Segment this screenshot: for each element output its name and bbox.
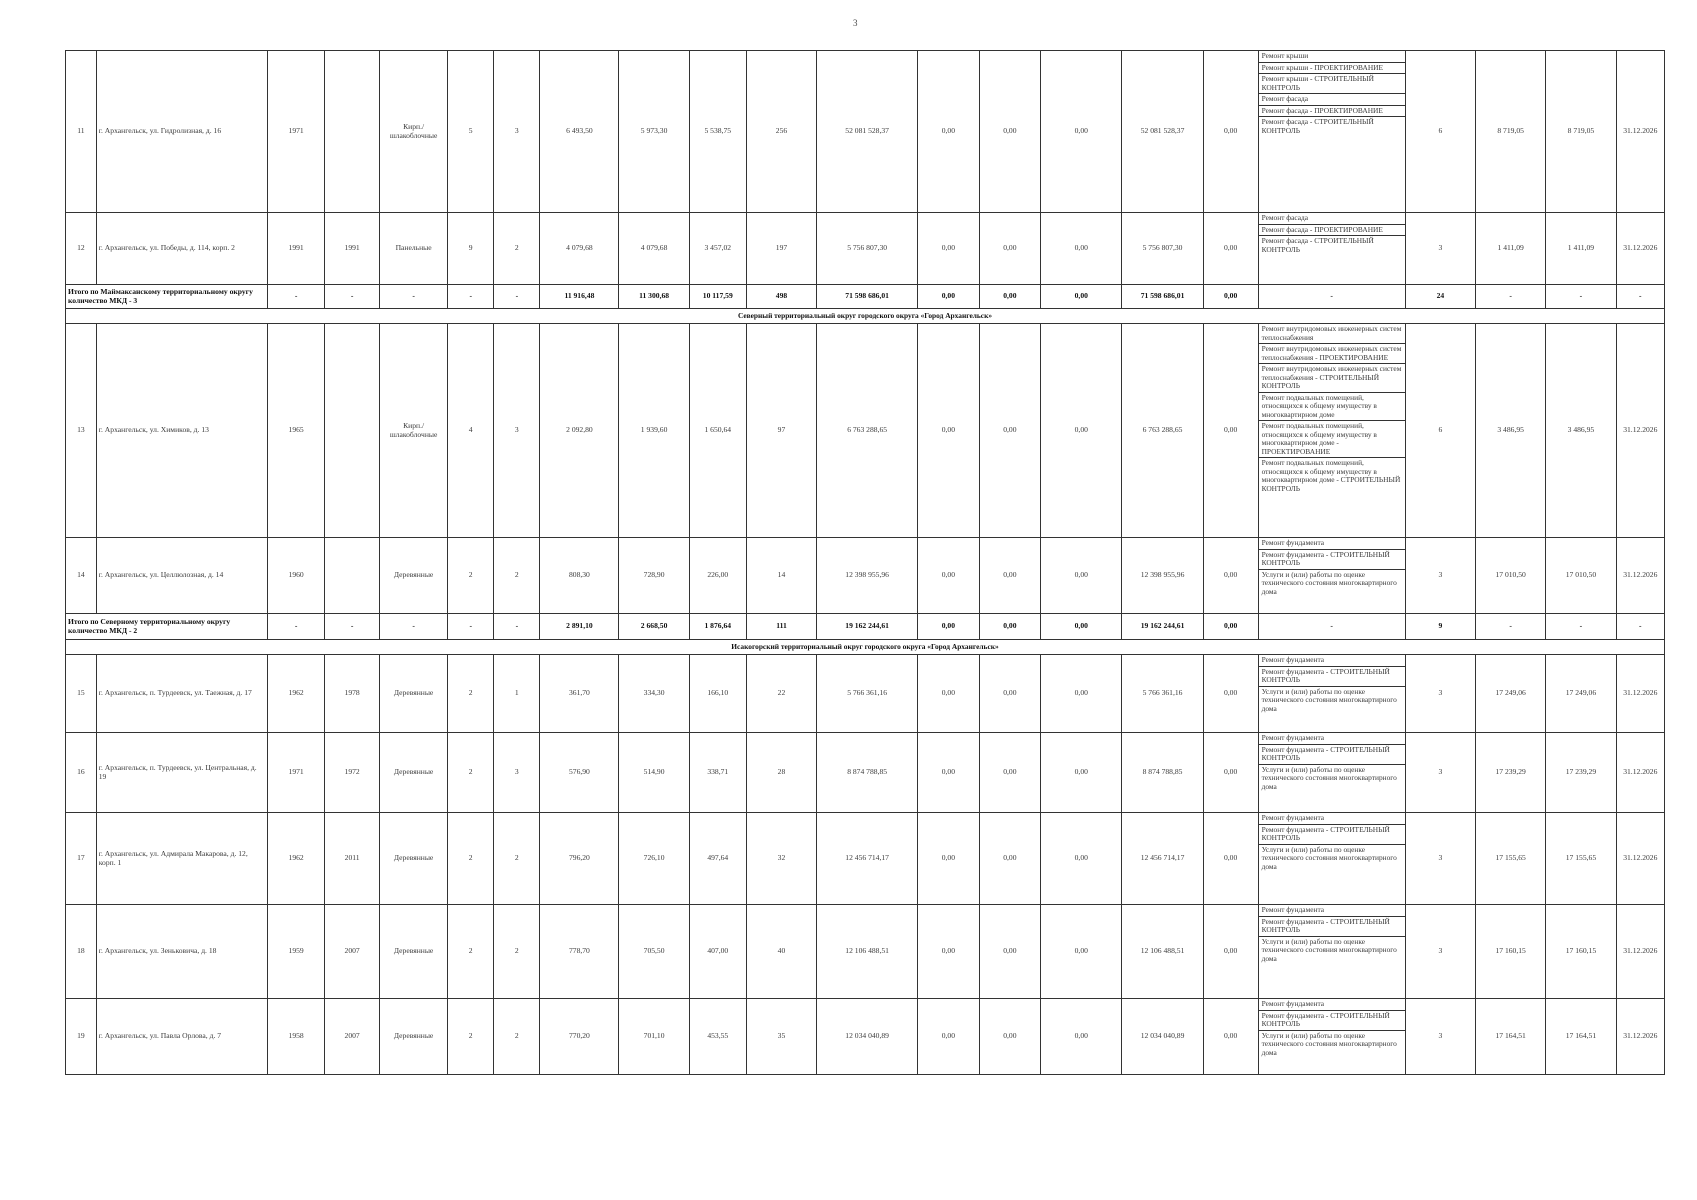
cost-cell: 12 034 040,89 <box>817 999 918 1075</box>
dash-cell: - <box>325 285 380 309</box>
unit-limit-cell: 1 411,09 <box>1546 213 1616 285</box>
works-cell <box>1258 655 1405 733</box>
row-number: 16 <box>66 733 97 813</box>
funding-cell: 0,00 <box>918 905 980 999</box>
funding-cell: 0,00 <box>1203 999 1258 1075</box>
funding-cell: 0,00 <box>918 999 980 1075</box>
section-header-row <box>66 640 1665 655</box>
year-renovation-cell: 1978 <box>325 655 380 733</box>
work-item: Ремонт подвальных помещений, относящихся к общему имуществу в многоквартирном доме - ПРОЕКТИРОВАНИЕ <box>1259 421 1405 458</box>
dash-cell: - <box>1476 614 1546 640</box>
table-row <box>66 655 1665 733</box>
work-item: Ремонт фундамента - СТРОИТЕЛЬНЫЙ КОНТРОЛЬ <box>1259 825 1405 845</box>
unit-limit-cell: 17 239,29 <box>1546 733 1616 813</box>
deadline-cell: 31.12.2026 <box>1616 213 1664 285</box>
total-area-cell: 796,20 <box>540 813 619 905</box>
wall-material-cell: Кирп./ шлакоблочные <box>380 51 448 213</box>
row-number: 18 <box>66 905 97 999</box>
entrances-cell: 1 <box>494 655 540 733</box>
total-area-cell: 2 092,80 <box>540 324 619 538</box>
rooms-area-cell: 705,50 <box>619 905 689 999</box>
dash-cell: - <box>1258 285 1405 309</box>
rooms-area-cell: 11 300,68 <box>619 285 689 309</box>
total-area-cell: 576,90 <box>540 733 619 813</box>
wall-material-cell: Деревянные <box>380 813 448 905</box>
year-built-cell: 1958 <box>268 999 325 1075</box>
address-cell: г. Архангельск, ул. Зеньковича, д. 18 <box>96 905 267 999</box>
cost-cell: 12 106 488,51 <box>817 905 918 999</box>
work-item: Ремонт фундамента <box>1259 733 1405 745</box>
year-built-cell: 1965 <box>268 324 325 538</box>
funding-cell: 19 162 244,61 <box>1122 614 1203 640</box>
living-area-cell: 226,00 <box>689 538 746 614</box>
unit-limit-cell: 17 155,65 <box>1546 813 1616 905</box>
year-renovation-cell: 2007 <box>325 905 380 999</box>
total-row <box>66 285 1665 309</box>
work-item: Ремонт подвальных помещений, относящихся к общему имуществу в многоквартирном доме - СТРОИТЕЛЬНЫЙ КОНТРОЛЬ <box>1261 458 1401 493</box>
year-built-cell: 1959 <box>268 905 325 999</box>
works-count-cell: 3 <box>1405 813 1475 905</box>
wall-material-cell: Деревянные <box>380 538 448 614</box>
residents-cell: 256 <box>746 51 816 213</box>
entrances-cell: 3 <box>494 324 540 538</box>
works-cell <box>1258 51 1405 213</box>
unit-cost-cell: 1 411,09 <box>1476 213 1546 285</box>
rooms-area-cell: 726,10 <box>619 813 689 905</box>
unit-limit-cell: 17 010,50 <box>1546 538 1616 614</box>
funding-cell: 0,00 <box>1041 213 1122 285</box>
rooms-area-cell: 1 939,60 <box>619 324 689 538</box>
work-item: Ремонт внутридомовых инженерных систем теплоснабжения - ПРОЕКТИРОВАНИЕ <box>1259 344 1405 364</box>
funding-cell: 0,00 <box>1203 324 1258 538</box>
funding-cell: 0,00 <box>1203 614 1258 640</box>
year-built-cell: 1960 <box>268 538 325 614</box>
dash-cell: - <box>1546 285 1616 309</box>
wall-material-cell: Кирп./ шлакоблочные <box>380 324 448 538</box>
cost-cell: 8 874 788,85 <box>817 733 918 813</box>
works-cell <box>1258 324 1405 538</box>
address-cell: г. Архангельск, ул. Победы, д. 114, корп. 2 <box>96 213 267 285</box>
year-built-cell: 1962 <box>268 655 325 733</box>
unit-limit-cell: 17 249,06 <box>1546 655 1616 733</box>
residents-cell: 14 <box>746 538 816 614</box>
funding-cell: 0,00 <box>979 285 1041 309</box>
unit-cost-cell: 3 486,95 <box>1476 324 1546 538</box>
works-cell <box>1258 999 1405 1075</box>
unit-cost-cell: 17 164,51 <box>1476 999 1546 1075</box>
floors-cell: 2 <box>448 655 494 733</box>
unit-limit-cell: 17 164,51 <box>1546 999 1616 1075</box>
living-area-cell: 5 538,75 <box>689 51 746 213</box>
funding-cell: 0,00 <box>1041 905 1122 999</box>
works-cell <box>1258 813 1405 905</box>
deadline-cell: 31.12.2026 <box>1616 905 1664 999</box>
funding-cell: 71 598 686,01 <box>1122 285 1203 309</box>
works-count-cell: 3 <box>1405 213 1475 285</box>
funding-cell: 0,00 <box>1203 905 1258 999</box>
address-cell: г. Архангельск, п. Турдеевск, ул. Таежная, д. 17 <box>96 655 267 733</box>
work-item: Ремонт фасада <box>1259 94 1405 106</box>
rooms-area-cell: 5 973,30 <box>619 51 689 213</box>
year-renovation-cell: 1972 <box>325 733 380 813</box>
funding-cell: 0,00 <box>1041 813 1122 905</box>
funding-cell: 0,00 <box>918 324 980 538</box>
living-area-cell: 10 117,59 <box>689 285 746 309</box>
work-item: Услуги и (или) работы по оценке технического состояния многоквартирного дома <box>1261 764 1397 791</box>
year-renovation-cell: 2007 <box>325 999 380 1075</box>
table-row <box>66 51 1665 213</box>
table-row <box>66 538 1665 614</box>
works-count-cell: 3 <box>1405 733 1475 813</box>
address-cell: г. Архангельск, ул. Гидролизная, д. 16 <box>96 51 267 213</box>
total-area-cell: 770,20 <box>540 999 619 1075</box>
funding-cell: 0,00 <box>1041 614 1122 640</box>
residents-cell: 97 <box>746 324 816 538</box>
works-cell <box>1258 905 1405 999</box>
funding-cell: 12 398 955,96 <box>1122 538 1203 614</box>
work-item: Ремонт фундамента <box>1259 999 1405 1011</box>
dash-cell: - <box>1546 614 1616 640</box>
address-cell: г. Архангельск, п. Турдеевск, ул. Центральная, д. 19 <box>96 733 267 813</box>
work-item: Ремонт подвальных помещений, относящихся к общему имуществу в многоквартирном доме <box>1259 393 1405 422</box>
works-count-cell: 24 <box>1405 285 1475 309</box>
unit-cost-cell: 8 719,05 <box>1476 51 1546 213</box>
funding-cell: 5 756 807,30 <box>1122 213 1203 285</box>
funding-cell: 0,00 <box>918 733 980 813</box>
total-label: Итого по Северному территориальному округу количество МКД - 2 <box>66 614 268 640</box>
year-renovation-cell <box>325 324 380 538</box>
residents-cell: 32 <box>746 813 816 905</box>
work-item: Услуги и (или) работы по оценке технического состояния многоквартирного дома <box>1261 1030 1397 1057</box>
dash-cell: - <box>380 614 448 640</box>
floors-cell: 2 <box>448 733 494 813</box>
funding-cell: 0,00 <box>979 51 1041 213</box>
funding-cell: 0,00 <box>918 614 980 640</box>
funding-cell: 0,00 <box>1203 813 1258 905</box>
year-built-cell: 1971 <box>268 733 325 813</box>
funding-cell: 0,00 <box>1041 51 1122 213</box>
living-area-cell: 3 457,02 <box>689 213 746 285</box>
deadline-cell: 31.12.2026 <box>1616 999 1664 1075</box>
work-item: Ремонт фасада - СТРОИТЕЛЬНЫЙ КОНТРОЛЬ <box>1261 117 1374 135</box>
funding-cell: 12 106 488,51 <box>1122 905 1203 999</box>
work-item: Ремонт внутридомовых инженерных систем теплоснабжения - СТРОИТЕЛЬНЫЙ КОНТРОЛЬ <box>1259 364 1405 393</box>
work-item: Ремонт фундамента - СТРОИТЕЛЬНЫЙ КОНТРОЛЬ <box>1259 1011 1405 1031</box>
works-count-cell: 3 <box>1405 655 1475 733</box>
cost-cell: 5 766 361,16 <box>817 655 918 733</box>
dash-cell: - <box>1616 285 1664 309</box>
funding-cell: 0,00 <box>918 51 980 213</box>
dash-cell: - <box>268 614 325 640</box>
living-area-cell: 166,10 <box>689 655 746 733</box>
funding-cell: 5 766 361,16 <box>1122 655 1203 733</box>
row-number: 12 <box>66 213 97 285</box>
funding-cell: 0,00 <box>979 614 1041 640</box>
dash-cell: - <box>448 614 494 640</box>
table-row <box>66 999 1665 1075</box>
work-item: Ремонт фундамента - СТРОИТЕЛЬНЫЙ КОНТРОЛЬ <box>1259 550 1405 570</box>
table-row <box>66 905 1665 999</box>
dash-cell: - <box>1616 614 1664 640</box>
work-item: Услуги и (или) работы по оценке технического состояния многоквартирного дома <box>1261 844 1397 871</box>
funding-cell: 0,00 <box>979 324 1041 538</box>
unit-cost-cell: 17 155,65 <box>1476 813 1546 905</box>
row-number: 14 <box>66 538 97 614</box>
unit-limit-cell: 8 719,05 <box>1546 51 1616 213</box>
floors-cell: 4 <box>448 324 494 538</box>
work-item: Ремонт фасада - СТРОИТЕЛЬНЫЙ КОНТРОЛЬ <box>1261 236 1374 254</box>
section-header-row <box>66 309 1665 324</box>
residents-cell: 197 <box>746 213 816 285</box>
cost-cell: 12 456 714,17 <box>817 813 918 905</box>
funding-cell: 12 456 714,17 <box>1122 813 1203 905</box>
work-item: Ремонт крыши - СТРОИТЕЛЬНЫЙ КОНТРОЛЬ <box>1259 74 1405 94</box>
total-area-cell: 11 916,48 <box>540 285 619 309</box>
year-built-cell: 1962 <box>268 813 325 905</box>
living-area-cell: 407,00 <box>689 905 746 999</box>
living-area-cell: 338,71 <box>689 733 746 813</box>
funding-cell: 0,00 <box>1041 285 1122 309</box>
floors-cell: 9 <box>448 213 494 285</box>
year-built-cell: 1991 <box>268 213 325 285</box>
funding-cell: 0,00 <box>1203 655 1258 733</box>
funding-cell: 0,00 <box>918 655 980 733</box>
dash-cell: - <box>1476 285 1546 309</box>
cost-cell: 19 162 244,61 <box>817 614 918 640</box>
residents-cell: 35 <box>746 999 816 1075</box>
year-built-cell: 1971 <box>268 51 325 213</box>
work-item: Ремонт фасада - ПРОЕКТИРОВАНИЕ <box>1259 225 1405 237</box>
dash-cell: - <box>448 285 494 309</box>
dash-cell: - <box>1258 614 1405 640</box>
work-item: Услуги и (или) работы по оценке технического состояния многоквартирного дома <box>1261 569 1397 596</box>
funding-cell: 8 874 788,85 <box>1122 733 1203 813</box>
rooms-area-cell: 701,10 <box>619 999 689 1075</box>
funding-cell: 6 763 288,65 <box>1122 324 1203 538</box>
funding-cell: 0,00 <box>918 813 980 905</box>
living-area-cell: 1 876,64 <box>689 614 746 640</box>
floors-cell: 5 <box>448 51 494 213</box>
unit-cost-cell: 17 010,50 <box>1476 538 1546 614</box>
floors-cell: 2 <box>448 905 494 999</box>
funding-cell: 0,00 <box>1041 324 1122 538</box>
table-row <box>66 213 1665 285</box>
funding-cell: 0,00 <box>918 285 980 309</box>
rooms-area-cell: 4 079,68 <box>619 213 689 285</box>
work-item: Ремонт фундамента <box>1259 538 1405 550</box>
works-count-cell: 6 <box>1405 51 1475 213</box>
works-cell <box>1258 213 1405 285</box>
deadline-cell: 31.12.2026 <box>1616 733 1664 813</box>
work-item: Ремонт фундамента <box>1259 655 1405 667</box>
entrances-cell: 2 <box>494 905 540 999</box>
entrances-cell: 2 <box>494 538 540 614</box>
floors-cell: 2 <box>448 813 494 905</box>
deadline-cell: 31.12.2026 <box>1616 324 1664 538</box>
funding-cell: 0,00 <box>1203 51 1258 213</box>
total-area-cell: 2 891,10 <box>540 614 619 640</box>
entrances-cell: 2 <box>494 999 540 1075</box>
funding-cell: 0,00 <box>1203 213 1258 285</box>
row-number: 15 <box>66 655 97 733</box>
address-cell: г. Архангельск, ул. Целлюлозная, д. 14 <box>96 538 267 614</box>
table-row <box>66 324 1665 538</box>
residents-cell: 111 <box>746 614 816 640</box>
unit-cost-cell: 17 249,06 <box>1476 655 1546 733</box>
funding-cell: 0,00 <box>1041 733 1122 813</box>
cost-cell: 6 763 288,65 <box>817 324 918 538</box>
works-cell <box>1258 538 1405 614</box>
living-area-cell: 453,55 <box>689 999 746 1075</box>
floors-cell: 2 <box>448 538 494 614</box>
page-number: 3 <box>853 18 858 28</box>
work-item: Ремонт фундамента - СТРОИТЕЛЬНЫЙ КОНТРОЛЬ <box>1259 745 1405 765</box>
funding-cell: 0,00 <box>918 538 980 614</box>
works-count-cell: 3 <box>1405 999 1475 1075</box>
rooms-area-cell: 514,90 <box>619 733 689 813</box>
works-count-cell: 9 <box>1405 614 1475 640</box>
unit-limit-cell: 3 486,95 <box>1546 324 1616 538</box>
funding-cell: 0,00 <box>1041 999 1122 1075</box>
residents-cell: 40 <box>746 905 816 999</box>
row-number: 17 <box>66 813 97 905</box>
residents-cell: 28 <box>746 733 816 813</box>
wall-material-cell: Деревянные <box>380 733 448 813</box>
deadline-cell: 31.12.2026 <box>1616 51 1664 213</box>
row-number: 11 <box>66 51 97 213</box>
address-cell: г. Архангельск, ул. Адмирала Макарова, д. 12, корп. 1 <box>96 813 267 905</box>
works-count-cell: 3 <box>1405 905 1475 999</box>
year-renovation-cell: 1991 <box>325 213 380 285</box>
funding-cell: 0,00 <box>979 905 1041 999</box>
cost-cell: 12 398 955,96 <box>817 538 918 614</box>
residents-cell: 498 <box>746 285 816 309</box>
table-row <box>66 733 1665 813</box>
total-label: Итого по Маймаксанскому территориальному округу количество МКД - 3 <box>66 285 268 309</box>
residents-cell: 22 <box>746 655 816 733</box>
cost-cell: 5 756 807,30 <box>817 213 918 285</box>
capital-repair-table <box>65 50 1665 1075</box>
living-area-cell: 1 650,64 <box>689 324 746 538</box>
entrances-cell: 2 <box>494 213 540 285</box>
works-cell <box>1258 733 1405 813</box>
total-area-cell: 778,70 <box>540 905 619 999</box>
funding-cell: 0,00 <box>1041 655 1122 733</box>
wall-material-cell: Деревянные <box>380 655 448 733</box>
work-item: Ремонт внутридомовых инженерных систем теплоснабжения <box>1259 324 1405 344</box>
deadline-cell: 31.12.2026 <box>1616 538 1664 614</box>
total-area-cell: 361,70 <box>540 655 619 733</box>
work-item: Ремонт фундамента - СТРОИТЕЛЬНЫЙ КОНТРОЛЬ <box>1259 667 1405 687</box>
wall-material-cell: Деревянные <box>380 905 448 999</box>
entrances-cell: 2 <box>494 813 540 905</box>
funding-cell: 0,00 <box>1041 538 1122 614</box>
unit-cost-cell: 17 239,29 <box>1476 733 1546 813</box>
entrances-cell: 3 <box>494 733 540 813</box>
address-cell: г. Архангельск, ул. Павла Орлова, д. 7 <box>96 999 267 1075</box>
row-number: 19 <box>66 999 97 1075</box>
total-area-cell: 6 493,50 <box>540 51 619 213</box>
total-row <box>66 614 1665 640</box>
funding-cell: 0,00 <box>979 813 1041 905</box>
work-item: Ремонт крыши - ПРОЕКТИРОВАНИЕ <box>1259 63 1405 75</box>
row-number: 13 <box>66 324 97 538</box>
funding-cell: 12 034 040,89 <box>1122 999 1203 1075</box>
rooms-area-cell: 334,30 <box>619 655 689 733</box>
year-renovation-cell <box>325 51 380 213</box>
address-cell: г. Архангельск, ул. Химиков, д. 13 <box>96 324 267 538</box>
funding-cell: 0,00 <box>918 213 980 285</box>
funding-cell: 0,00 <box>979 655 1041 733</box>
work-item: Ремонт фасада - ПРОЕКТИРОВАНИЕ <box>1259 106 1405 118</box>
funding-cell: 0,00 <box>1203 285 1258 309</box>
dash-cell: - <box>494 285 540 309</box>
dash-cell: - <box>494 614 540 640</box>
funding-cell: 0,00 <box>1203 733 1258 813</box>
work-item: Ремонт крыши <box>1259 51 1405 63</box>
work-item: Ремонт фасада <box>1259 213 1405 225</box>
funding-cell: 0,00 <box>979 213 1041 285</box>
rooms-area-cell: 728,90 <box>619 538 689 614</box>
works-count-cell: 3 <box>1405 538 1475 614</box>
year-renovation-cell <box>325 538 380 614</box>
work-item: Услуги и (или) работы по оценке технического состояния многоквартирного дома <box>1261 686 1397 713</box>
cost-cell: 71 598 686,01 <box>817 285 918 309</box>
entrances-cell: 3 <box>494 51 540 213</box>
unit-cost-cell: 17 160,15 <box>1476 905 1546 999</box>
cost-cell: 52 081 528,37 <box>817 51 918 213</box>
living-area-cell: 497,64 <box>689 813 746 905</box>
work-item: Ремонт фундамента - СТРОИТЕЛЬНЫЙ КОНТРОЛЬ <box>1259 917 1405 937</box>
funding-cell: 0,00 <box>979 538 1041 614</box>
works-count-cell: 6 <box>1405 324 1475 538</box>
dash-cell: - <box>380 285 448 309</box>
dash-cell: - <box>268 285 325 309</box>
section-title: Северный территориальный округ городского округа «Город Архангельск» <box>66 309 1665 324</box>
work-item: Ремонт фундамента <box>1259 905 1405 917</box>
dash-cell: - <box>325 614 380 640</box>
work-item: Ремонт фундамента <box>1259 813 1405 825</box>
funding-cell: 0,00 <box>979 733 1041 813</box>
section-title: Исакогорский территориальный округ городского округа «Город Архангельск» <box>66 640 1665 655</box>
year-renovation-cell: 2011 <box>325 813 380 905</box>
wall-material-cell: Панельные <box>380 213 448 285</box>
rooms-area-cell: 2 668,50 <box>619 614 689 640</box>
work-item: Услуги и (или) работы по оценке технического состояния многоквартирного дома <box>1261 936 1397 963</box>
wall-material-cell: Деревянные <box>380 999 448 1075</box>
unit-limit-cell: 17 160,15 <box>1546 905 1616 999</box>
funding-cell: 52 081 528,37 <box>1122 51 1203 213</box>
funding-cell: 0,00 <box>1203 538 1258 614</box>
floors-cell: 2 <box>448 999 494 1075</box>
table-row <box>66 813 1665 905</box>
deadline-cell: 31.12.2026 <box>1616 655 1664 733</box>
total-area-cell: 4 079,68 <box>540 213 619 285</box>
deadline-cell: 31.12.2026 <box>1616 813 1664 905</box>
total-area-cell: 808,30 <box>540 538 619 614</box>
funding-cell: 0,00 <box>979 999 1041 1075</box>
